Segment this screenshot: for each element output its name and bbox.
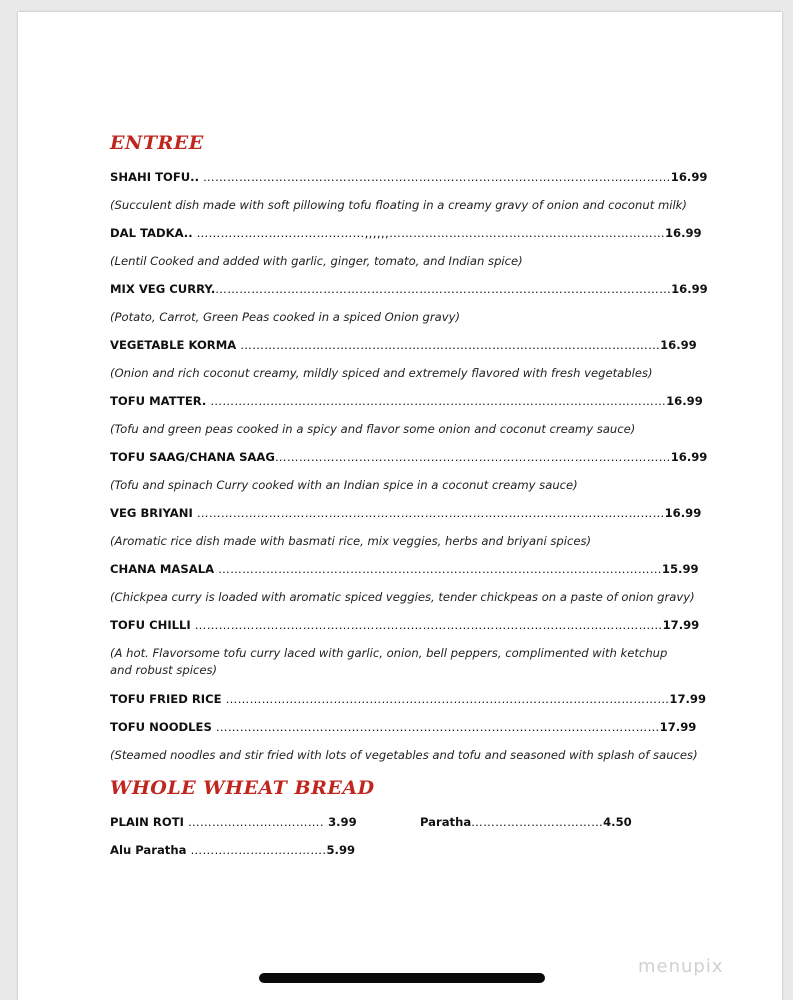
menu-item-chana-masala (110, 562, 699, 576)
item-description: (Succulent dish made with soft pillowing tofu floating in a creamy gravy of onion and coconut milk) (110, 198, 687, 212)
item-name: DAL TADKA.. (110, 226, 197, 240)
item-name: VEG BRIYANI (110, 506, 197, 520)
menu-item-shahi-tofu (110, 170, 707, 184)
item-description: (Lentil Cooked and added with garlic, ginger, tomato, and Indian spice) (110, 254, 523, 268)
menu-item-vegetable-korma (110, 338, 697, 352)
leader-dots: ……………………………. (187, 815, 329, 829)
item-name: TOFU SAAG/CHANA SAAG (110, 450, 275, 464)
item-price: 16.99 (670, 450, 708, 464)
entree-heading: ENTREE (110, 132, 204, 154)
leader-dots: …………………………………………………………………………………………………… (215, 282, 672, 296)
whole-wheat-bread-heading: WHOLE WHEAT BREAD (110, 777, 375, 799)
leader-dots: ……………………………………,,,,,,…………………………………………………………… (196, 226, 665, 240)
item-name: Paratha (420, 815, 472, 829)
leader-dots: …………………………………………………………………………………………………… (210, 394, 667, 408)
menu-item-paratha (420, 815, 632, 829)
menu-item-veg-briyani (110, 506, 701, 520)
item-description: (Onion and rich coconut creamy, mildly spiced and extremely flavored with fresh vegetables) (110, 366, 653, 380)
leader-dots: ……………………………. (190, 843, 327, 857)
menupix-watermark: menupix (638, 956, 724, 977)
item-name: CHANA MASALA (110, 562, 219, 576)
item-price: 3.99 (328, 815, 357, 829)
item-price: 5.99 (326, 843, 356, 857)
menu-item-tofu-matter (110, 394, 703, 408)
item-price: 16.99 (666, 394, 703, 408)
leader-dots: ……………………………………………………………………………………………………… (203, 170, 671, 184)
item-price: 16.99 (660, 338, 697, 352)
item-price: 16.99 (670, 170, 708, 184)
menu-item-tofu-fried-rice (110, 692, 706, 706)
item-name: Alu Paratha (110, 843, 191, 857)
menu-item-tofu-noodles (110, 720, 696, 734)
item-name: TOFU NOODLES (110, 720, 216, 734)
leader-dots: ……………………………………………………………………………………… (274, 450, 671, 464)
menu-item-plain-roti (110, 815, 357, 829)
item-price: 16.99 (664, 226, 702, 240)
item-name: MIX VEG CURRY. (110, 282, 216, 296)
leader-dots: ……………………………………………………………………………………………………… (196, 506, 665, 520)
item-price: 17.99 (669, 692, 707, 706)
item-description: (Steamed noodles and stir fried with lots of vegetables and tofu and seasoned with splash of sauces) (110, 748, 698, 762)
item-description: (Potato, Carrot, Green Peas cooked in a spiced Onion gravy) (110, 310, 460, 324)
menu-page (18, 12, 782, 1000)
leader-dots: …………………………………………………………………………………………… (240, 338, 661, 352)
menu-item-mix-veg-curry (110, 282, 708, 296)
item-name: TOFU CHILLI (110, 618, 195, 632)
item-name: TOFU MATTER. (110, 394, 211, 408)
home-indicator-bar[interactable] (259, 973, 545, 983)
item-price: 17.99 (662, 618, 700, 632)
item-description: (A hot. Flavorsome tofu curry laced with garlic, onion, bell peppers, complimented with ketchup and robust spices) (110, 646, 668, 677)
leader-dots: ………………………………………………………………………………………………… (225, 692, 670, 706)
menu-item-tofu-chilli (110, 618, 699, 632)
item-price: 16.99 (671, 282, 708, 296)
leader-dots: …………………………… (471, 815, 604, 829)
menu-item-alu-paratha (110, 843, 355, 857)
leader-dots: ………………………………………………………………………………………………… (218, 562, 662, 576)
leader-dots: ………………………………………………………………………………………………… (215, 720, 660, 734)
menu-item-dal-tadka (110, 226, 702, 240)
item-price: 17.99 (659, 720, 697, 734)
item-price: 15.99 (661, 562, 699, 576)
item-description: (Aromatic rice dish made with basmati rice, mix veggies, herbs and briyani spices) (110, 534, 592, 548)
item-description: (Tofu and spinach Curry cooked with an Indian spice in a coconut creamy sauce) (110, 478, 578, 492)
item-name: TOFU FRIED RICE (110, 692, 226, 706)
item-description: (Tofu and green peas cooked in a spicy and flavor some onion and coconut creamy sauce) (110, 422, 636, 436)
item-description: (Chickpea curry is loaded with aromatic spiced veggies, tender chickpeas on a paste of onion gravy) (110, 590, 695, 604)
item-name: PLAIN ROTI (110, 815, 188, 829)
item-price: 4.50 (603, 815, 632, 829)
menu-item-tofu-saag (110, 450, 707, 464)
leader-dots: ……………………………………………………………………………………………………… (194, 618, 663, 632)
item-name: VEGETABLE KORMA (110, 338, 241, 352)
item-price: 16.99 (664, 506, 702, 520)
item-name: SHAHI TOFU.. (110, 170, 204, 184)
